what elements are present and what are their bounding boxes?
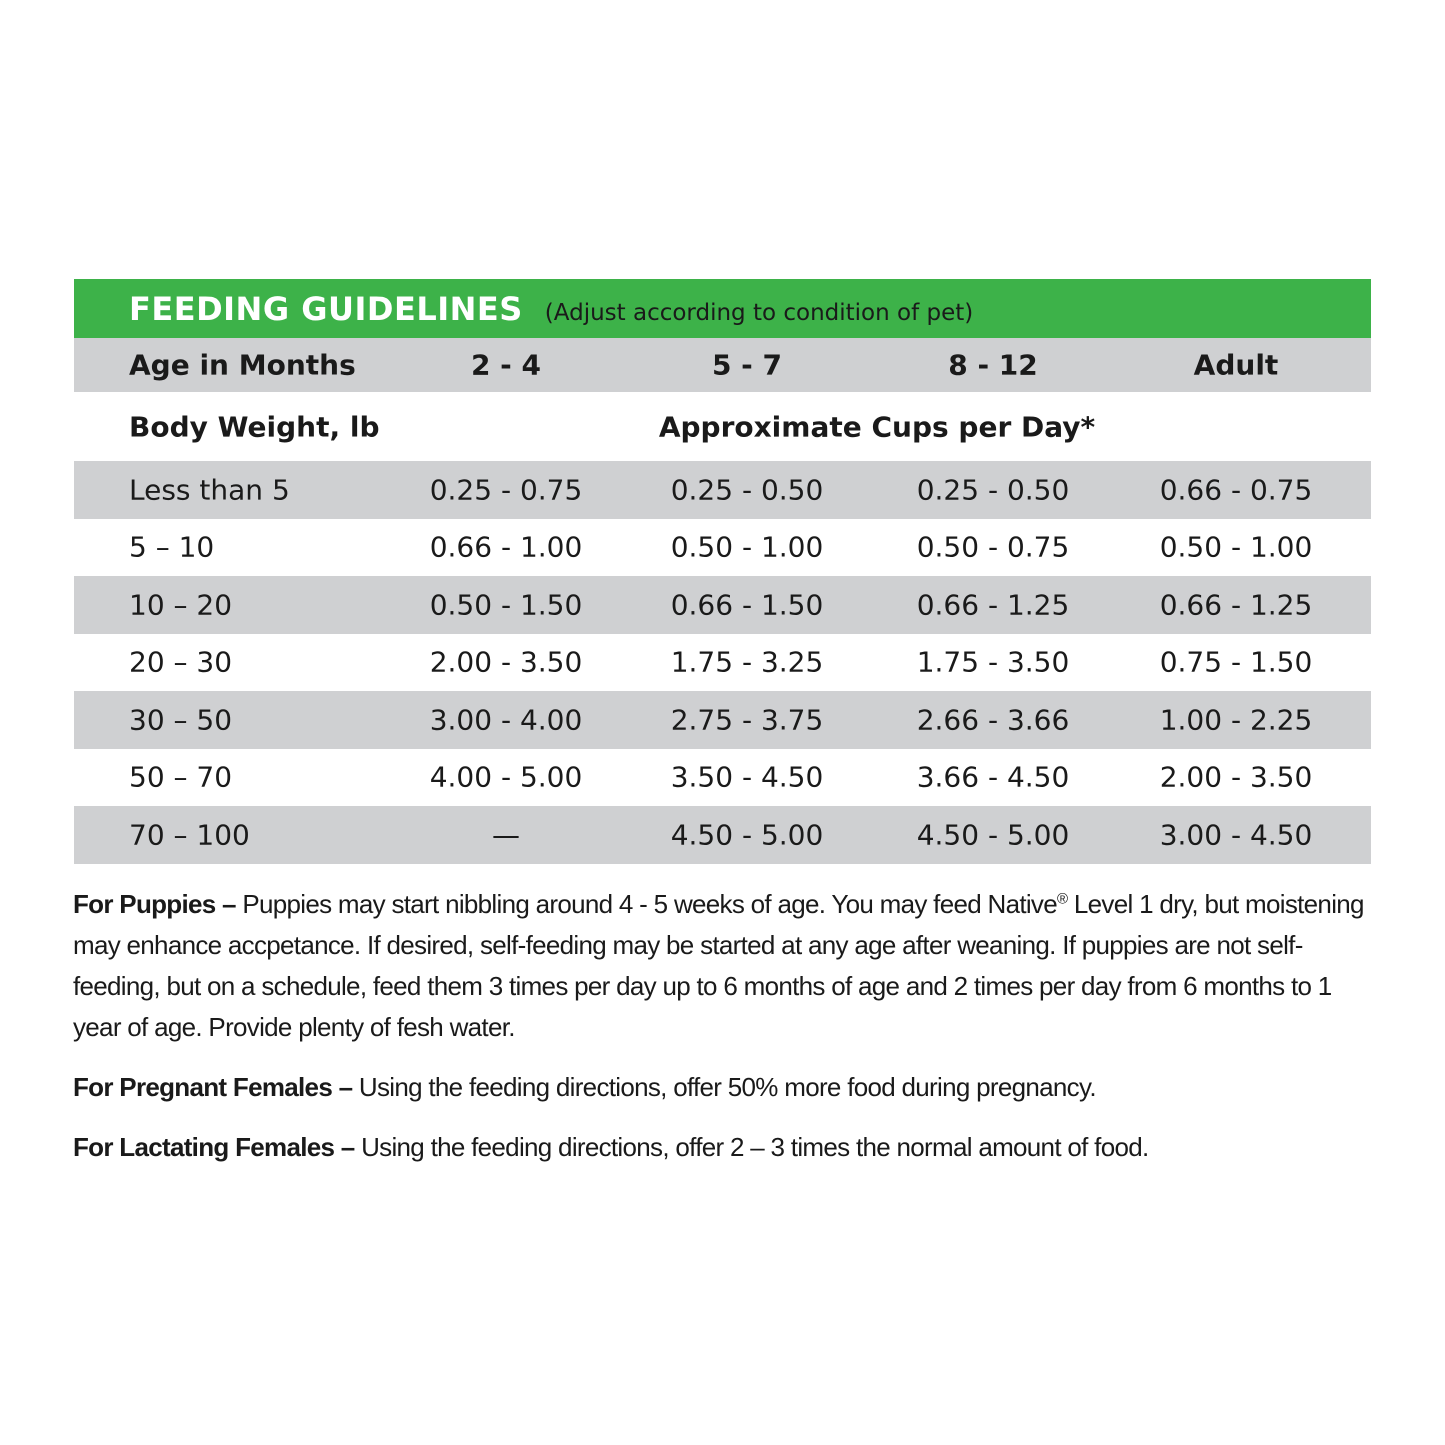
subheader-label: Body Weight, lb xyxy=(129,410,380,443)
registered-mark: ® xyxy=(1057,890,1068,908)
row-value: 0.66 - 0.75 xyxy=(1159,473,1313,507)
row-value: 2.66 - 3.66 xyxy=(916,703,1070,737)
table-row xyxy=(74,576,1371,634)
row-value: 0.66 - 1.25 xyxy=(916,588,1070,622)
note-text: Puppies may start nibbling around 4 - 5 weeks of age. You may feed Native xyxy=(235,889,1057,919)
note-text: Using the feeding directions, offer 50% more food during pregnancy. xyxy=(352,1072,1096,1102)
row-value: 0.50 - 1.50 xyxy=(429,588,583,622)
note-lead: For Puppies – xyxy=(73,889,236,919)
note-puppies xyxy=(73,884,1383,1048)
row-value: 2.00 - 3.50 xyxy=(1159,760,1313,794)
note-lactating xyxy=(73,1127,1383,1168)
row-value: 0.66 - 1.50 xyxy=(670,588,824,622)
row-value: 0.25 - 0.50 xyxy=(670,473,824,507)
row-value: 3.00 - 4.50 xyxy=(1159,818,1313,852)
note-lead: For Pregnant Females – xyxy=(73,1072,353,1102)
row-weight: 30 – 50 xyxy=(129,703,233,737)
row-value: 3.00 - 4.00 xyxy=(429,703,583,737)
note-pregnant xyxy=(73,1067,1383,1108)
feeding-guidelines-table xyxy=(74,279,1371,864)
row-weight: Less than 5 xyxy=(129,473,290,507)
row-value: — xyxy=(492,818,520,852)
table-title: FEEDING GUIDELINES xyxy=(129,289,523,328)
row-weight: 20 – 30 xyxy=(129,645,233,679)
note-text: Using the feeding directions, offer 2 – 3 times the normal amount of food. xyxy=(354,1132,1149,1162)
row-value: 4.00 - 5.00 xyxy=(429,760,583,794)
row-value: 0.50 - 0.75 xyxy=(916,530,1070,564)
feeding-notes xyxy=(73,884,1383,1187)
table-row xyxy=(74,806,1371,864)
row-value: 4.50 - 5.00 xyxy=(670,818,824,852)
subheader-row xyxy=(74,392,1371,461)
note-lead: For Lactating Females – xyxy=(73,1132,355,1162)
row-weight: 5 – 10 xyxy=(129,530,215,564)
row-value: 0.50 - 1.00 xyxy=(1159,530,1313,564)
row-value: 0.25 - 0.50 xyxy=(916,473,1070,507)
row-weight: 70 – 100 xyxy=(129,818,250,852)
row-value: 3.50 - 4.50 xyxy=(670,760,824,794)
header-col-3: 8 - 12 xyxy=(948,348,1038,382)
row-value: 1.00 - 2.25 xyxy=(1159,703,1313,737)
row-value: 0.66 - 1.25 xyxy=(1159,588,1313,622)
row-weight: 50 – 70 xyxy=(129,760,233,794)
header-col-1: 2 - 4 xyxy=(470,348,542,382)
note-text: Level 1 dry, but moistening may enhance accpetance. If desired, self-feeding may be started at any age after weaning. If puppies are not self-feeding, but on a schedule, feed them 3 times per day up to 6 months of age and 2 times per day from 6 months to 1 year of age. Provide plenty of fesh water. xyxy=(73,889,1364,1042)
row-value: 0.50 - 1.00 xyxy=(670,530,824,564)
title-bar xyxy=(74,279,1371,338)
header-col-4: Adult xyxy=(1193,348,1279,382)
row-value: 2.00 - 3.50 xyxy=(429,645,583,679)
header-label: Age in Months xyxy=(129,348,356,382)
row-value: 0.25 - 0.75 xyxy=(429,473,583,507)
row-weight: 10 – 20 xyxy=(129,588,233,622)
header-col-2: 5 - 7 xyxy=(711,348,783,382)
table-row xyxy=(74,634,1371,692)
table-row xyxy=(74,749,1371,807)
table-subtitle: (Adjust according to condition of pet) xyxy=(544,299,974,326)
row-value: 0.66 - 1.00 xyxy=(429,530,583,564)
table-row xyxy=(74,519,1371,577)
row-value: 3.66 - 4.50 xyxy=(916,760,1070,794)
row-value: 4.50 - 5.00 xyxy=(916,818,1070,852)
subheader-center: Approximate Cups per Day* xyxy=(658,410,1096,443)
table-row xyxy=(74,461,1371,519)
row-value: 1.75 - 3.50 xyxy=(916,645,1070,679)
header-row xyxy=(74,338,1371,392)
row-value: 2.75 - 3.75 xyxy=(670,703,824,737)
row-value: 1.75 - 3.25 xyxy=(670,645,824,679)
table-row xyxy=(74,691,1371,749)
row-value: 0.75 - 1.50 xyxy=(1159,645,1313,679)
